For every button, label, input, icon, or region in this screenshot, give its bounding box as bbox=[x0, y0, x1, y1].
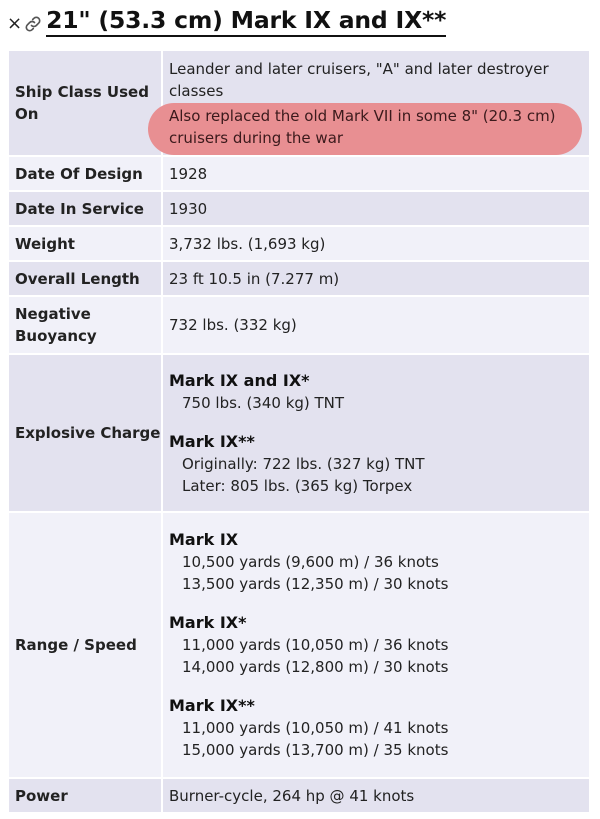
table-row bbox=[8, 226, 590, 261]
row-value: Burner-cycle, 264 hp @ 41 knots bbox=[162, 778, 590, 813]
table-row bbox=[8, 296, 590, 354]
row-label: Date Of Design bbox=[8, 156, 162, 191]
group-line: Originally: 722 lbs. (327 kg) TNT bbox=[182, 454, 425, 473]
group-line: 10,500 yards (9,600 m) / 36 knots bbox=[182, 553, 439, 571]
row-label: Weight bbox=[8, 226, 162, 261]
ship-class-text: Leander and later cruisers, "A" and later destroyer classes bbox=[169, 59, 549, 100]
table-row bbox=[8, 512, 590, 778]
row-label: Range / Speed bbox=[8, 512, 162, 778]
table-row bbox=[8, 156, 590, 191]
group-line: Later: 805 lbs. (365 kg) Torpex bbox=[182, 476, 413, 495]
group-heading: Mark IX and IX* bbox=[169, 370, 310, 390]
specs-table bbox=[7, 49, 591, 814]
row-label: Date In Service bbox=[8, 191, 162, 226]
row-value bbox=[162, 512, 590, 778]
row-value bbox=[162, 354, 590, 512]
table-row bbox=[8, 50, 590, 156]
row-value bbox=[162, 50, 590, 156]
group-line: 14,000 yards (12,800 m) / 30 knots bbox=[182, 658, 449, 676]
group-line: 11,000 yards (10,050 m) / 36 knots bbox=[182, 636, 449, 654]
group-heading: Mark IX** bbox=[169, 696, 255, 715]
group-line: 11,000 yards (10,050 m) / 41 knots bbox=[182, 719, 449, 737]
row-label: Power bbox=[8, 778, 162, 813]
table-row bbox=[8, 261, 590, 296]
row-value: 1930 bbox=[162, 191, 590, 226]
row-label: Negative Buoyancy bbox=[8, 296, 162, 354]
link-icon[interactable] bbox=[24, 15, 42, 33]
group-line: 15,000 yards (13,700 m) / 35 knots bbox=[182, 741, 449, 759]
highlight-annotation bbox=[148, 103, 582, 155]
row-value: 1928 bbox=[162, 156, 590, 191]
title-bar bbox=[7, 0, 597, 40]
group-line: 13,500 yards (12,350 m) / 30 knots bbox=[182, 575, 449, 593]
row-value: 23 ft 10.5 in (7.277 m) bbox=[162, 261, 590, 296]
table-row bbox=[8, 778, 590, 813]
group-line: 750 lbs. (340 kg) TNT bbox=[182, 393, 345, 412]
group-heading: Mark IX** bbox=[169, 431, 255, 451]
table-row bbox=[8, 354, 590, 512]
close-icon[interactable]: × bbox=[7, 13, 23, 34]
group-heading: Mark IX* bbox=[169, 613, 247, 632]
row-value: 732 lbs. (332 kg) bbox=[162, 296, 590, 354]
group-heading: Mark IX bbox=[169, 530, 239, 549]
highlight-line: cruisers during the war bbox=[169, 128, 344, 147]
row-label: Overall Length bbox=[8, 261, 162, 296]
row-label: Ship Class Used On bbox=[8, 50, 162, 156]
row-label: Explosive Charge bbox=[8, 354, 162, 512]
table-row bbox=[8, 191, 590, 226]
highlight-line: Also replaced the old Mark VII in some 8" (20.3 cm) bbox=[169, 106, 556, 125]
row-value: 3,732 lbs. (1,693 kg) bbox=[162, 226, 590, 261]
page-title: 21" (53.3 cm) Mark IX and IX** bbox=[46, 6, 446, 37]
